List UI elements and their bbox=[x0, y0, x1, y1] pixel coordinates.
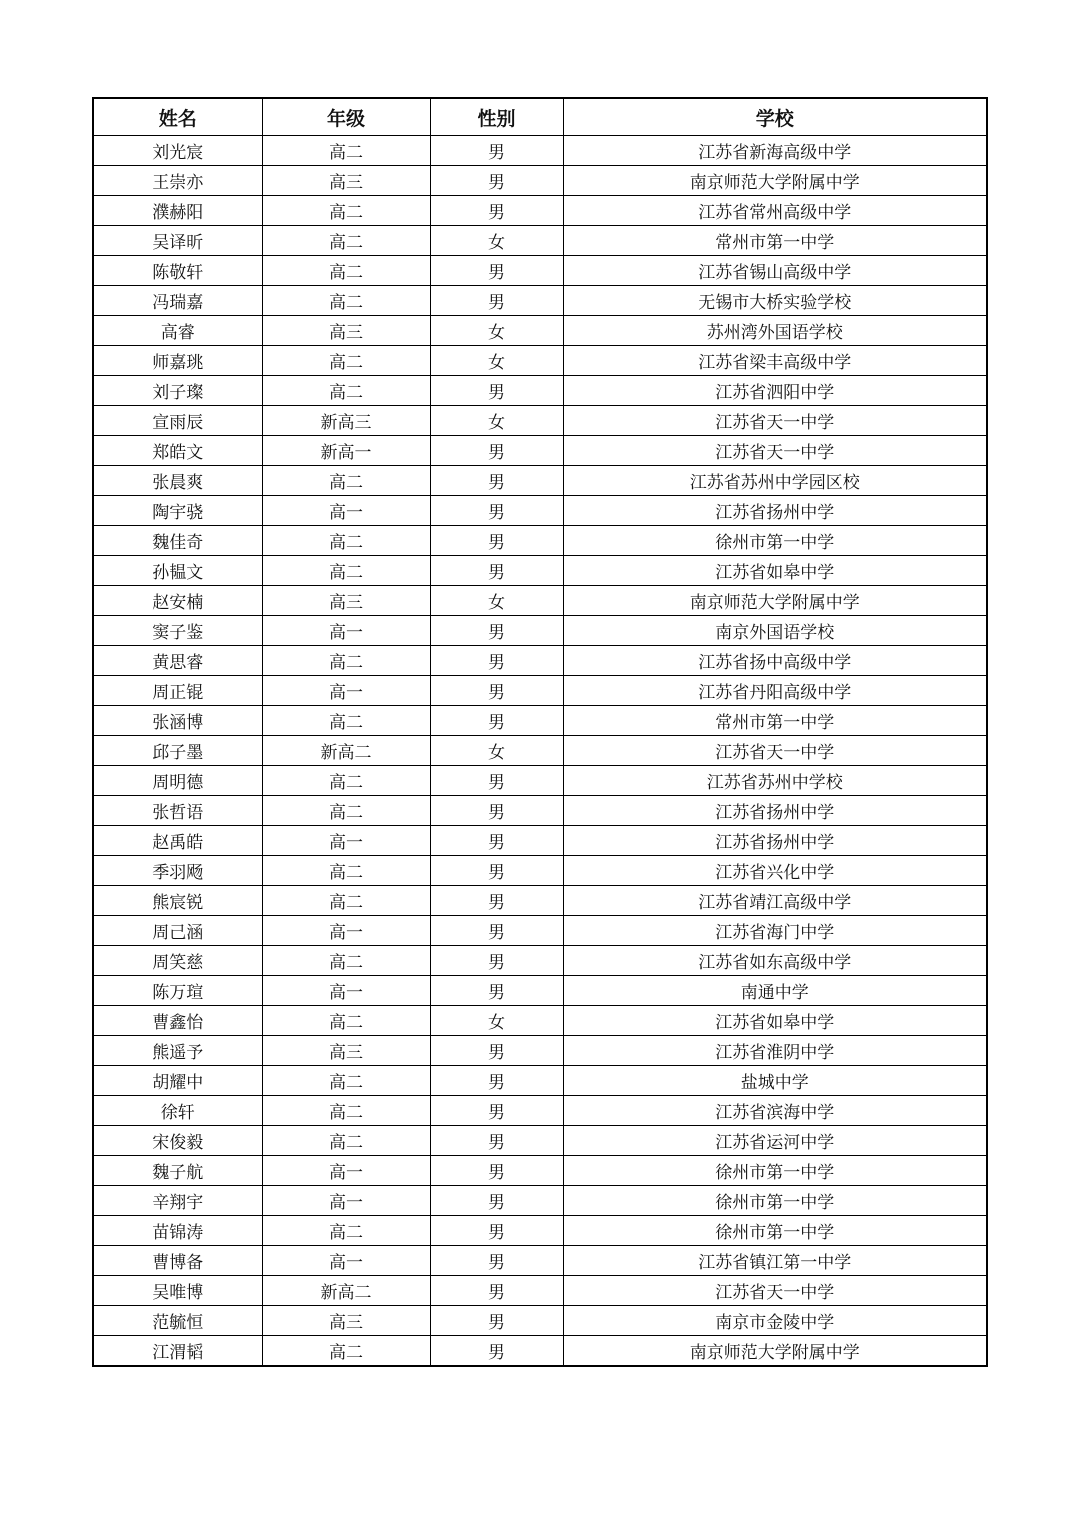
cell-name: 周笑慈 bbox=[93, 946, 262, 976]
cell-grade: 高一 bbox=[262, 1186, 430, 1216]
table-row bbox=[93, 586, 987, 616]
table-row bbox=[93, 346, 987, 376]
cell-gender: 男 bbox=[430, 556, 563, 586]
cell-name: 范毓恒 bbox=[93, 1306, 262, 1336]
table-row bbox=[93, 706, 987, 736]
cell-grade: 高三 bbox=[262, 1306, 430, 1336]
cell-grade: 高三 bbox=[262, 586, 430, 616]
cell-school: 苏州湾外国语学校 bbox=[563, 316, 987, 346]
cell-grade: 高三 bbox=[262, 166, 430, 196]
cell-gender: 男 bbox=[430, 1216, 563, 1246]
cell-name: 张晨爽 bbox=[93, 466, 262, 496]
cell-gender: 男 bbox=[430, 1186, 563, 1216]
cell-school: 江苏省苏州中学校 bbox=[563, 766, 987, 796]
cell-name: 苗锦涛 bbox=[93, 1216, 262, 1246]
table-row bbox=[93, 766, 987, 796]
table-row bbox=[93, 1276, 987, 1306]
cell-name: 季羽飏 bbox=[93, 856, 262, 886]
cell-grade: 高一 bbox=[262, 826, 430, 856]
cell-gender: 男 bbox=[430, 496, 563, 526]
cell-school: 徐州市第一中学 bbox=[563, 1156, 987, 1186]
cell-name: 宋俊毅 bbox=[93, 1126, 262, 1156]
table-row bbox=[93, 376, 987, 406]
cell-gender: 女 bbox=[430, 346, 563, 376]
cell-name: 刘子璨 bbox=[93, 376, 262, 406]
cell-gender: 男 bbox=[430, 1276, 563, 1306]
table-row bbox=[93, 496, 987, 526]
cell-school: 江苏省镇江第一中学 bbox=[563, 1246, 987, 1276]
cell-name: 王崇亦 bbox=[93, 166, 262, 196]
cell-name: 宣雨辰 bbox=[93, 406, 262, 436]
cell-name: 赵禹皓 bbox=[93, 826, 262, 856]
table-row bbox=[93, 406, 987, 436]
cell-grade: 新高二 bbox=[262, 736, 430, 766]
cell-school: 江苏省滨海中学 bbox=[563, 1096, 987, 1126]
cell-gender: 女 bbox=[430, 226, 563, 256]
table-row bbox=[93, 856, 987, 886]
cell-gender: 女 bbox=[430, 1006, 563, 1036]
cell-gender: 男 bbox=[430, 1096, 563, 1126]
cell-school: 南京师范大学附属中学 bbox=[563, 586, 987, 616]
cell-grade: 高二 bbox=[262, 1096, 430, 1126]
table-header bbox=[93, 98, 987, 136]
table-row bbox=[93, 1126, 987, 1156]
cell-grade: 新高二 bbox=[262, 1276, 430, 1306]
cell-school: 江苏省天一中学 bbox=[563, 736, 987, 766]
cell-gender: 男 bbox=[430, 706, 563, 736]
cell-grade: 高二 bbox=[262, 376, 430, 406]
cell-grade: 高二 bbox=[262, 556, 430, 586]
table-row bbox=[93, 676, 987, 706]
table-row bbox=[93, 646, 987, 676]
cell-gender: 男 bbox=[430, 1306, 563, 1336]
cell-grade: 高二 bbox=[262, 1006, 430, 1036]
cell-school: 徐州市第一中学 bbox=[563, 1216, 987, 1246]
table-row bbox=[93, 796, 987, 826]
cell-grade: 高二 bbox=[262, 1216, 430, 1246]
cell-gender: 男 bbox=[430, 676, 563, 706]
cell-school: 江苏省淮阴中学 bbox=[563, 1036, 987, 1066]
cell-grade: 高二 bbox=[262, 256, 430, 286]
cell-grade: 高二 bbox=[262, 466, 430, 496]
cell-school: 江苏省常州高级中学 bbox=[563, 196, 987, 226]
cell-gender: 男 bbox=[430, 946, 563, 976]
cell-school: 徐州市第一中学 bbox=[563, 526, 987, 556]
cell-school: 江苏省泗阳中学 bbox=[563, 376, 987, 406]
cell-school: 南京外国语学校 bbox=[563, 616, 987, 646]
cell-grade: 高一 bbox=[262, 496, 430, 526]
cell-school: 南通中学 bbox=[563, 976, 987, 1006]
cell-school: 江苏省如皋中学 bbox=[563, 556, 987, 586]
cell-gender: 男 bbox=[430, 136, 563, 166]
cell-school: 江苏省扬州中学 bbox=[563, 826, 987, 856]
cell-name: 曹博备 bbox=[93, 1246, 262, 1276]
cell-school: 常州市第一中学 bbox=[563, 706, 987, 736]
table-row bbox=[93, 556, 987, 586]
cell-gender: 男 bbox=[430, 1036, 563, 1066]
table-row bbox=[93, 1336, 987, 1367]
cell-grade: 高一 bbox=[262, 916, 430, 946]
cell-gender: 男 bbox=[430, 646, 563, 676]
table-row bbox=[93, 316, 987, 346]
cell-school: 江苏省运河中学 bbox=[563, 1126, 987, 1156]
cell-grade: 高二 bbox=[262, 196, 430, 226]
header-name: 姓名 bbox=[93, 98, 262, 136]
table-row bbox=[93, 1066, 987, 1096]
table-row bbox=[93, 256, 987, 286]
cell-name: 徐轩 bbox=[93, 1096, 262, 1126]
cell-grade: 高三 bbox=[262, 316, 430, 346]
cell-grade: 高二 bbox=[262, 886, 430, 916]
table-row bbox=[93, 946, 987, 976]
cell-name: 熊遥予 bbox=[93, 1036, 262, 1066]
cell-name: 辛翔宇 bbox=[93, 1186, 262, 1216]
cell-grade: 高三 bbox=[262, 1036, 430, 1066]
cell-name: 江渭韬 bbox=[93, 1336, 262, 1367]
cell-name: 张涵博 bbox=[93, 706, 262, 736]
table-row bbox=[93, 526, 987, 556]
cell-school: 江苏省扬州中学 bbox=[563, 796, 987, 826]
header-school: 学校 bbox=[563, 98, 987, 136]
cell-gender: 男 bbox=[430, 1156, 563, 1186]
cell-school: 江苏省海门中学 bbox=[563, 916, 987, 946]
cell-school: 江苏省天一中学 bbox=[563, 406, 987, 436]
cell-school: 江苏省兴化中学 bbox=[563, 856, 987, 886]
cell-name: 陈敬轩 bbox=[93, 256, 262, 286]
cell-grade: 高二 bbox=[262, 766, 430, 796]
cell-name: 刘光宸 bbox=[93, 136, 262, 166]
cell-gender: 男 bbox=[430, 826, 563, 856]
table-row bbox=[93, 436, 987, 466]
cell-school: 江苏省天一中学 bbox=[563, 436, 987, 466]
table-row bbox=[93, 1216, 987, 1246]
cell-school: 南京师范大学附属中学 bbox=[563, 166, 987, 196]
cell-gender: 男 bbox=[430, 256, 563, 286]
cell-school: 江苏省如皋中学 bbox=[563, 1006, 987, 1036]
cell-grade: 高二 bbox=[262, 226, 430, 256]
cell-grade: 高一 bbox=[262, 1156, 430, 1186]
cell-gender: 男 bbox=[430, 166, 563, 196]
header-row bbox=[93, 98, 987, 136]
roster-table bbox=[92, 97, 988, 1367]
cell-school: 南京市金陵中学 bbox=[563, 1306, 987, 1336]
cell-grade: 高二 bbox=[262, 136, 430, 166]
cell-name: 熊宸锐 bbox=[93, 886, 262, 916]
cell-gender: 女 bbox=[430, 406, 563, 436]
cell-grade: 高一 bbox=[262, 616, 430, 646]
cell-school: 江苏省扬中高级中学 bbox=[563, 646, 987, 676]
cell-gender: 女 bbox=[430, 586, 563, 616]
cell-name: 陶宇骁 bbox=[93, 496, 262, 526]
cell-grade: 高二 bbox=[262, 706, 430, 736]
cell-name: 胡耀中 bbox=[93, 1066, 262, 1096]
cell-gender: 男 bbox=[430, 466, 563, 496]
cell-school: 江苏省苏州中学园区校 bbox=[563, 466, 987, 496]
cell-gender: 男 bbox=[430, 1126, 563, 1156]
table-row bbox=[93, 1096, 987, 1126]
cell-school: 常州市第一中学 bbox=[563, 226, 987, 256]
cell-school: 南京师范大学附属中学 bbox=[563, 1336, 987, 1367]
cell-school: 江苏省天一中学 bbox=[563, 1276, 987, 1306]
cell-school: 无锡市大桥实验学校 bbox=[563, 286, 987, 316]
table-row bbox=[93, 886, 987, 916]
cell-gender: 男 bbox=[430, 436, 563, 466]
cell-grade: 高二 bbox=[262, 796, 430, 826]
table-row bbox=[93, 466, 987, 496]
header-grade: 年级 bbox=[262, 98, 430, 136]
cell-gender: 男 bbox=[430, 886, 563, 916]
cell-gender: 男 bbox=[430, 1246, 563, 1276]
cell-school: 徐州市第一中学 bbox=[563, 1186, 987, 1216]
cell-gender: 男 bbox=[430, 286, 563, 316]
table-row bbox=[93, 826, 987, 856]
cell-name: 曹鑫怡 bbox=[93, 1006, 262, 1036]
table-row bbox=[93, 616, 987, 646]
cell-grade: 新高一 bbox=[262, 436, 430, 466]
cell-name: 周明德 bbox=[93, 766, 262, 796]
cell-gender: 男 bbox=[430, 916, 563, 946]
cell-name: 魏佳奇 bbox=[93, 526, 262, 556]
cell-gender: 男 bbox=[430, 796, 563, 826]
cell-grade: 高二 bbox=[262, 1336, 430, 1367]
table-row bbox=[93, 1306, 987, 1336]
cell-gender: 男 bbox=[430, 856, 563, 886]
cell-gender: 男 bbox=[430, 616, 563, 646]
cell-grade: 高二 bbox=[262, 346, 430, 376]
cell-school: 江苏省新海高级中学 bbox=[563, 136, 987, 166]
cell-school: 江苏省如东高级中学 bbox=[563, 946, 987, 976]
cell-gender: 男 bbox=[430, 376, 563, 406]
cell-name: 濮赫阳 bbox=[93, 196, 262, 226]
header-gender: 性别 bbox=[430, 98, 563, 136]
cell-name: 窦子鉴 bbox=[93, 616, 262, 646]
cell-name: 孙韫文 bbox=[93, 556, 262, 586]
cell-school: 盐城中学 bbox=[563, 1066, 987, 1096]
table-row bbox=[93, 1186, 987, 1216]
cell-gender: 男 bbox=[430, 976, 563, 1006]
table-body bbox=[93, 136, 987, 1367]
cell-name: 吴译昕 bbox=[93, 226, 262, 256]
cell-grade: 高二 bbox=[262, 946, 430, 976]
cell-name: 周己涵 bbox=[93, 916, 262, 946]
cell-gender: 男 bbox=[430, 526, 563, 556]
table-row bbox=[93, 1156, 987, 1186]
cell-grade: 新高三 bbox=[262, 406, 430, 436]
cell-grade: 高一 bbox=[262, 1246, 430, 1276]
cell-name: 张哲语 bbox=[93, 796, 262, 826]
cell-grade: 高二 bbox=[262, 1126, 430, 1156]
cell-gender: 男 bbox=[430, 1066, 563, 1096]
cell-grade: 高一 bbox=[262, 676, 430, 706]
table-row bbox=[93, 736, 987, 766]
cell-gender: 男 bbox=[430, 766, 563, 796]
cell-name: 黄思睿 bbox=[93, 646, 262, 676]
table-row bbox=[93, 226, 987, 256]
table-row bbox=[93, 916, 987, 946]
cell-gender: 男 bbox=[430, 1336, 563, 1367]
table-row bbox=[93, 196, 987, 226]
table-row bbox=[93, 136, 987, 166]
cell-school: 江苏省梁丰高级中学 bbox=[563, 346, 987, 376]
cell-grade: 高二 bbox=[262, 646, 430, 676]
cell-gender: 女 bbox=[430, 316, 563, 346]
cell-name: 魏子航 bbox=[93, 1156, 262, 1186]
cell-name: 吴唯博 bbox=[93, 1276, 262, 1306]
cell-school: 江苏省扬州中学 bbox=[563, 496, 987, 526]
cell-gender: 男 bbox=[430, 196, 563, 226]
cell-grade: 高二 bbox=[262, 286, 430, 316]
cell-name: 冯瑞嘉 bbox=[93, 286, 262, 316]
cell-grade: 高一 bbox=[262, 976, 430, 1006]
table-row bbox=[93, 1246, 987, 1276]
cell-name: 陈万瑄 bbox=[93, 976, 262, 1006]
cell-name: 师嘉珧 bbox=[93, 346, 262, 376]
cell-grade: 高二 bbox=[262, 1066, 430, 1096]
cell-name: 赵安楠 bbox=[93, 586, 262, 616]
cell-name: 高睿 bbox=[93, 316, 262, 346]
cell-name: 周正锟 bbox=[93, 676, 262, 706]
cell-school: 江苏省锡山高级中学 bbox=[563, 256, 987, 286]
cell-grade: 高二 bbox=[262, 526, 430, 556]
cell-gender: 女 bbox=[430, 736, 563, 766]
cell-school: 江苏省靖江高级中学 bbox=[563, 886, 987, 916]
table-row bbox=[93, 1036, 987, 1066]
cell-grade: 高二 bbox=[262, 856, 430, 886]
cell-school: 江苏省丹阳高级中学 bbox=[563, 676, 987, 706]
cell-name: 邱子墨 bbox=[93, 736, 262, 766]
table-row bbox=[93, 976, 987, 1006]
table-row bbox=[93, 1006, 987, 1036]
table-row bbox=[93, 286, 987, 316]
cell-name: 郑皓文 bbox=[93, 436, 262, 466]
table-row bbox=[93, 166, 987, 196]
